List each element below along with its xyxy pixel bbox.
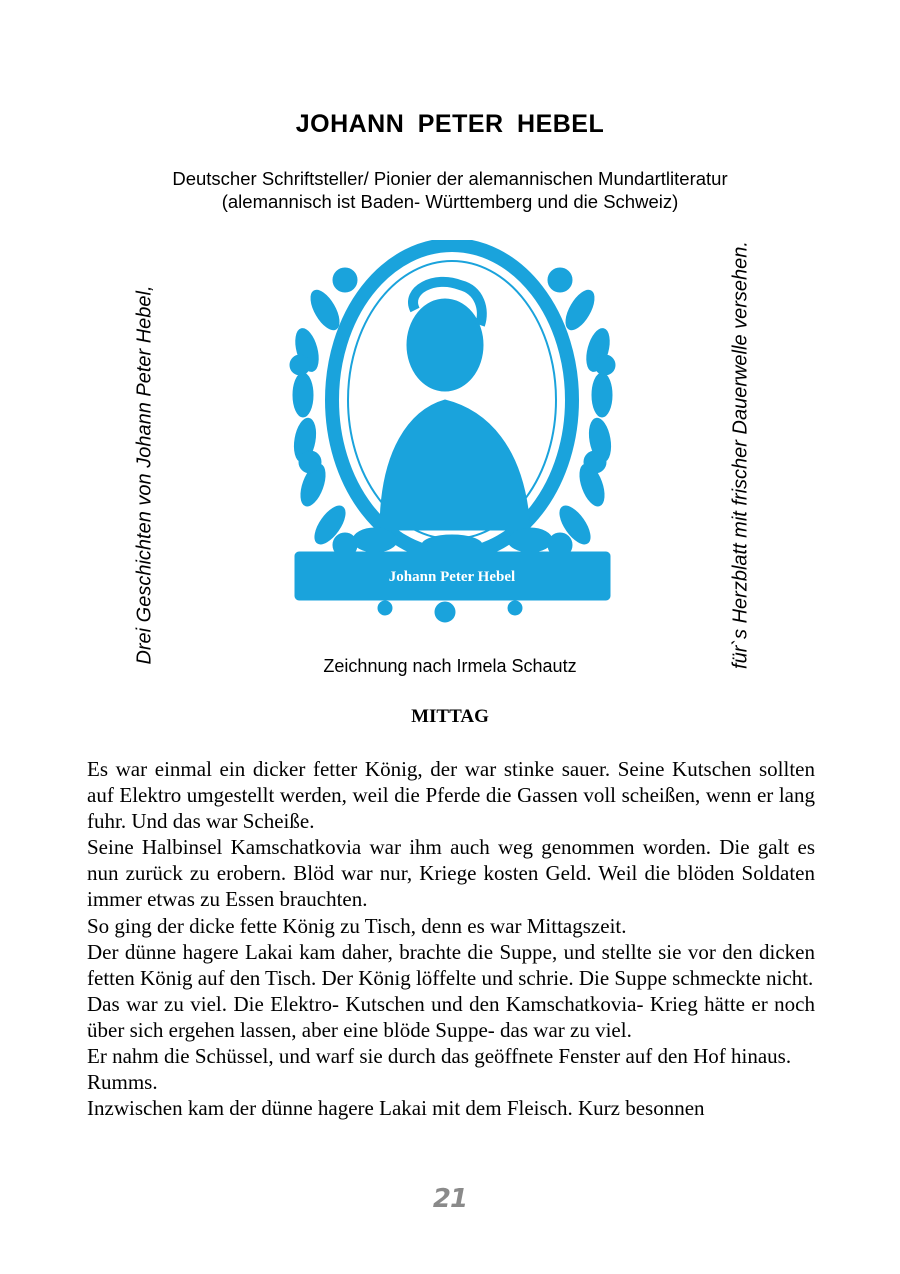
story-paragraph: Er nahm die Schüssel, und warf sie durch das geöffnete Fenster auf den Hof hinaus. [87,1044,792,1069]
story-heading: MITTAG [411,706,489,727]
story-paragraph: Seine Halbinsel Kamschatkovia war ihm auch weg genommen worden. Die galt es nun zurück zu erobern. Blöd war nur, Kriege kosten Geld. Weil die blöden Soldaten immer etwas zu Essen brauchten. [87,835,815,912]
story-body [87,756,815,1121]
illustration-caption: Zeichnung nach Irmela Schautz [323,656,577,676]
story-paragraph: Es war einmal ein dicker fetter König, der war stinke sauer. Seine Kutschen sollten auf Elektro umgestellt werden, weil die Pferde die Gassen voll scheißen, wenn er lang fuhr. Und das war Scheiße. [87,757,815,834]
page-title: JOHANN PETER HEBEL [295,110,605,138]
story-paragraph: So ging der dicke fette König zu Tisch, denn es war Mittagszeit. [87,913,627,938]
wreath-right [548,268,615,549]
side-text-right: für`s Herzblatt mit frischer Dauerwelle versehen. [729,241,752,669]
page-number: 21 [432,1184,468,1214]
story-paragraph: Inzwischen kam der dünne hagere Lakai mit dem Fleisch. Kurz besonnen [87,1096,705,1121]
banner-flowers [378,601,522,622]
portrait-illustration [285,240,620,635]
portrait-banner-text: Johann Peter Hebel [388,569,516,585]
story-paragraph: Das war zu viel. Die Elektro- Kutschen und den Kamschatkovia- Krieg hätte er noch über sich ergehen lassen, aber eine blöde Suppe- das war zu viel. [87,991,815,1042]
subtitle-line-1: Deutscher Schriftsteller/ Pionier der alemannischen Mundartliteratur [172,168,728,189]
story-paragraph: Rumms. [87,1070,158,1095]
subtitle-line-2: (alemannisch ist Baden- Württemberg und die Schweiz) [221,191,679,212]
story-paragraph: Der dünne hagere Lakai kam daher, brachte die Suppe, und stellte sie vor den dicken fetten König auf den Tisch. Der König löffelte und schrie. Die Suppe schmeckte nicht. [87,939,815,990]
side-text-left: Drei Geschichten von Johann Peter Hebel, [133,285,156,665]
